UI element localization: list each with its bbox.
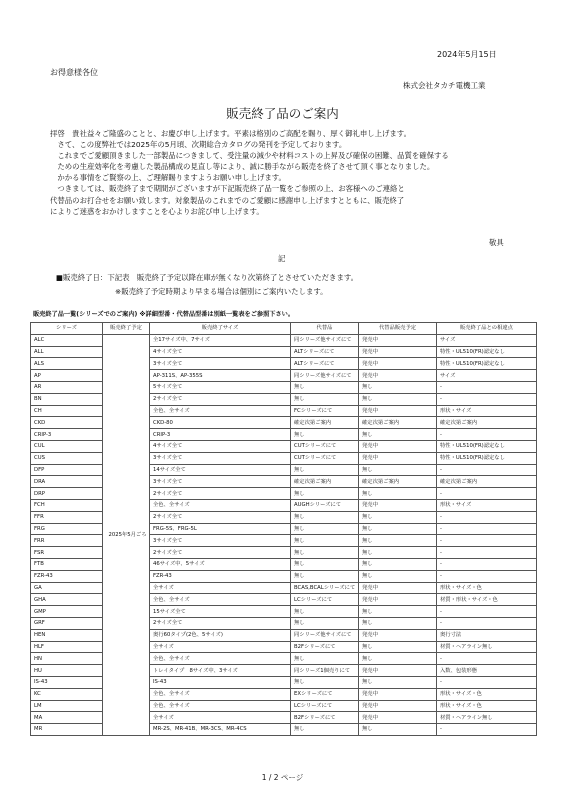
- substitute-schedule-cell: 無し: [359, 570, 437, 582]
- series-cell: CUL: [31, 440, 103, 452]
- substitute-schedule-cell: 発売中: [359, 594, 437, 606]
- differences-cell: 材質・ヘアライン無し: [437, 641, 537, 653]
- substitute-cell: 確定次第ご案内: [291, 417, 359, 429]
- substitute-schedule-cell: 発売中: [359, 346, 437, 358]
- end-sizes-cell: 5サイズ全て: [150, 381, 291, 393]
- differences-cell: -: [437, 724, 537, 736]
- substitute-cell: CUTシリーズにて: [291, 452, 359, 464]
- differences-cell: サイズ: [437, 370, 537, 382]
- header-substitute: 代替品: [291, 323, 359, 335]
- header-substitute-schedule: 代替品販売予定: [359, 323, 437, 335]
- end-sizes-cell: 全サイズ: [150, 582, 291, 594]
- differences-cell: 形状・サイズ・色: [437, 582, 537, 594]
- substitute-schedule-cell: 発売中: [359, 440, 437, 452]
- substitute-schedule-cell: 発売中: [359, 582, 437, 594]
- addressee: お得意様各位: [50, 68, 98, 77]
- differences-cell: 形状・サイズ: [437, 405, 537, 417]
- differences-cell: -: [437, 535, 537, 547]
- end-sizes-cell: CRIP-3: [150, 429, 291, 441]
- substitute-schedule-cell: 無し: [359, 535, 437, 547]
- body-line: つきましては、販売終了まで期間がございますが下記販売終了品一覧をご参照の上、お客様へのご連絡と: [50, 184, 405, 194]
- end-sizes-cell: AP-311S、AP-355S: [150, 370, 291, 382]
- differences-cell: -: [437, 606, 537, 618]
- end-sizes-cell: 3サイズ全て: [150, 452, 291, 464]
- end-sizes-cell: 15サイズ全て: [150, 606, 291, 618]
- series-cell: CUS: [31, 452, 103, 464]
- substitute-schedule-cell: 発売中: [359, 700, 437, 712]
- end-sizes-cell: 46サイズ中、5サイズ: [150, 558, 291, 570]
- substitute-cell: 無し: [291, 464, 359, 476]
- series-cell: CRIP-3: [31, 429, 103, 441]
- substitute-schedule-cell: 無し: [359, 547, 437, 559]
- differences-cell: 奥行寸法: [437, 629, 537, 641]
- letter-date: 2024年5月15日: [437, 50, 497, 59]
- table-header-row: [31, 323, 537, 335]
- substitute-cell: 無し: [291, 570, 359, 582]
- series-cell: IS-43: [31, 676, 103, 688]
- substitute-cell: FCシリーズにて: [291, 405, 359, 417]
- end-sizes-cell: 2サイズ全て: [150, 488, 291, 500]
- series-cell: HU: [31, 665, 103, 677]
- series-cell: CH: [31, 405, 103, 417]
- differences-cell: -: [437, 570, 537, 582]
- substitute-schedule-cell: 無し: [359, 511, 437, 523]
- end-sizes-cell: 全色、全サイズ: [150, 700, 291, 712]
- series-cell: FTB: [31, 558, 103, 570]
- differences-cell: 入数、包装形態: [437, 665, 537, 677]
- body-line: これまでご愛顧頂きました一部製品につきまして、受注量の減少や材料コストの上昇及び確保の困難、品質を確保する: [50, 151, 449, 161]
- end-sizes-cell: 4サイズ全て: [150, 346, 291, 358]
- header-end-sizes: 販売終了サイズ: [150, 323, 291, 335]
- series-cell: GRF: [31, 617, 103, 629]
- end-sizes-cell: トレイタイプ 8サイズ中、3サイズ: [150, 665, 291, 677]
- substitute-schedule-cell: 確定次第ご案内: [359, 417, 437, 429]
- substitute-cell: 無し: [291, 393, 359, 405]
- differences-cell: 形状・サイズ・色: [437, 688, 537, 700]
- end-sizes-cell: 3サイズ全て: [150, 358, 291, 370]
- substitute-cell: 同シリーズ他サイズにて: [291, 334, 359, 346]
- substitute-schedule-cell: 発売中: [359, 452, 437, 464]
- substitute-cell: 無し: [291, 488, 359, 500]
- end-sizes-cell: MR-2S、MR-41B、MR-3CS、MR-4CS: [150, 724, 291, 736]
- substitute-schedule-cell: 無し: [359, 653, 437, 665]
- substitute-schedule-cell: 無し: [359, 429, 437, 441]
- series-cell: LM: [31, 700, 103, 712]
- series-cell: FZR-43: [31, 570, 103, 582]
- substitute-cell: ALTシリーズにて: [291, 358, 359, 370]
- substitute-schedule-cell: 無し: [359, 724, 437, 736]
- substitute-cell: AUGHシリーズにて: [291, 499, 359, 511]
- end-sizes-cell: CKD-80: [150, 417, 291, 429]
- end-sizes-cell: FZR-43: [150, 570, 291, 582]
- substitute-cell: 無し: [291, 617, 359, 629]
- end-sizes-cell: 全17サイズ中、7サイズ: [150, 334, 291, 346]
- end-sizes-cell: 4サイズ全て: [150, 440, 291, 452]
- header-differences: 販売終了品との相違点: [437, 323, 537, 335]
- differences-cell: -: [437, 676, 537, 688]
- closing-phrase: 敬具: [489, 238, 504, 247]
- header-end-schedule: 販売終了予定: [103, 323, 150, 335]
- end-sizes-cell: IS-43: [150, 676, 291, 688]
- differences-cell: 材質・形状・サイズ・色: [437, 594, 537, 606]
- differences-cell: -: [437, 558, 537, 570]
- end-sizes-cell: FRG-5S、FRG-5L: [150, 523, 291, 535]
- letter-body: [50, 128, 449, 217]
- series-cell: CKD: [31, 417, 103, 429]
- series-cell: HEN: [31, 629, 103, 641]
- substitute-cell: 無し: [291, 523, 359, 535]
- end-sizes-cell: 3サイズ全て: [150, 535, 291, 547]
- body-line: さて、この度弊社では2025年の5月頃、次期総合カタログの発刊を予定しております。: [50, 140, 347, 150]
- substitute-schedule-cell: 確定次第ご案内: [359, 476, 437, 488]
- body-line: 拝啓 貴社益々ご隆盛のことと、お慶び申し上げます。平素は格別のご高配を賜り、厚く御礼申し上げます。: [50, 129, 411, 138]
- table-body: [31, 334, 537, 735]
- series-cell: MA: [31, 712, 103, 724]
- series-cell: AR: [31, 381, 103, 393]
- series-cell: GHA: [31, 594, 103, 606]
- series-cell: GA: [31, 582, 103, 594]
- substitute-cell: 無し: [291, 606, 359, 618]
- page-indicator: 1 / 2 ページ: [261, 773, 304, 782]
- substitute-cell: EXシリーズにて: [291, 688, 359, 700]
- series-cell: AP: [31, 370, 103, 382]
- end-sizes-cell: 2サイズ全て: [150, 617, 291, 629]
- series-cell: FFR: [31, 511, 103, 523]
- series-cell: ALS: [31, 358, 103, 370]
- differences-cell: -: [437, 488, 537, 500]
- series-cell: FCH: [31, 499, 103, 511]
- series-cell: DRA: [31, 476, 103, 488]
- substitute-cell: 無し: [291, 535, 359, 547]
- differences-cell: 形状・サイズ: [437, 499, 537, 511]
- substitute-cell: B2Fシリーズにて: [291, 712, 359, 724]
- substitute-schedule-cell: 発売中: [359, 358, 437, 370]
- header-series: シリーズ: [31, 323, 103, 335]
- substitute-schedule-cell: 発売中: [359, 499, 437, 511]
- end-sizes-cell: 奥行60タイプ(2色、5サイズ): [150, 629, 291, 641]
- substitute-schedule-cell: 発売中: [359, 405, 437, 417]
- differences-cell: -: [437, 547, 537, 559]
- table-title: 販売終了品一覧(シリーズでのご案内) ※詳細型番・代替品型番は別紙一覧表をご参照下さい。: [33, 311, 295, 318]
- substitute-cell: CUTシリーズにて: [291, 440, 359, 452]
- end-sizes-cell: 2サイズ全て: [150, 393, 291, 405]
- series-cell: MR: [31, 724, 103, 736]
- series-cell: DFP: [31, 464, 103, 476]
- substitute-cell: LCシリーズにて: [291, 700, 359, 712]
- end-sizes-cell: 全色、全サイズ: [150, 594, 291, 606]
- differences-cell: -: [437, 523, 537, 535]
- substitute-schedule-cell: 発売中: [359, 370, 437, 382]
- early-end-note: ※販売終了予定時期より早まる場合は個別にご案内いたします。: [115, 287, 328, 296]
- differences-cell: 確定次第ご案内: [437, 417, 537, 429]
- substitute-schedule-cell: 無し: [359, 558, 437, 570]
- differences-cell: 特性・UL510(FR)認定なし: [437, 440, 537, 452]
- differences-cell: -: [437, 653, 537, 665]
- series-cell: FRG: [31, 523, 103, 535]
- substitute-schedule-cell: 発売中: [359, 665, 437, 677]
- end-schedule-cell: 2025年5月ごろ: [103, 334, 150, 735]
- differences-cell: -: [437, 464, 537, 476]
- substitute-cell: LCシリーズにて: [291, 594, 359, 606]
- substitute-cell: 無し: [291, 381, 359, 393]
- differences-cell: -: [437, 381, 537, 393]
- body-line: によりご迷惑をおかけしますことを心よりお詫び申し上げます。: [50, 206, 264, 216]
- substitute-schedule-cell: 発売中: [359, 629, 437, 641]
- page-title: 販売終了品のご案内: [226, 106, 339, 121]
- end-sizes-cell: 2サイズ全て: [150, 511, 291, 523]
- substitute-cell: 同シリーズ1個売りにて: [291, 665, 359, 677]
- differences-cell: 特性・UL510(FR)認定なし: [437, 452, 537, 464]
- differences-cell: -: [437, 617, 537, 629]
- differences-cell: -: [437, 429, 537, 441]
- ki-heading: 記: [278, 254, 286, 263]
- series-cell: DRP: [31, 488, 103, 500]
- differences-cell: 特性・UL510(FR)認定なし: [437, 358, 537, 370]
- series-cell: HLF: [31, 641, 103, 653]
- series-cell: FSR: [31, 547, 103, 559]
- end-sizes-cell: 全色、全サイズ: [150, 499, 291, 511]
- company-name: 株式会社タカチ電機工業: [403, 81, 486, 90]
- substitute-cell: 同シリーズ他サイズにて: [291, 629, 359, 641]
- substitute-cell: 無し: [291, 676, 359, 688]
- body-line: 代替品のお打合せをお願い致します。対象製品のこれまでのご愛顧に感謝申し上げますとともに、販売終了: [50, 195, 405, 205]
- substitute-cell: 確定次第ご案内: [291, 476, 359, 488]
- substitute-schedule-cell: 無し: [359, 381, 437, 393]
- differences-cell: 形状・サイズ・色: [437, 700, 537, 712]
- substitute-cell: 同シリーズ他サイズにて: [291, 370, 359, 382]
- substitute-cell: BCAS,BCALシリーズにて: [291, 582, 359, 594]
- end-date-note: ■販売終了日：下記表 販売終了予定以降在庫が無くなり次第終了とさせていただきます。: [56, 273, 359, 282]
- differences-cell: サイズ: [437, 334, 537, 346]
- series-cell: ALC: [31, 334, 103, 346]
- substitute-cell: 無し: [291, 547, 359, 559]
- series-cell: BN: [31, 393, 103, 405]
- substitute-cell: ALTシリーズにて: [291, 346, 359, 358]
- body-line: かかる事情をご賢察の上、ご理解賜りますようお願い申し上げます。: [50, 173, 286, 183]
- series-cell: GMP: [31, 606, 103, 618]
- end-sizes-cell: 全色、全サイズ: [150, 405, 291, 417]
- differences-cell: 特性・UL510(FR)認定なし: [437, 346, 537, 358]
- series-cell: HN: [31, 653, 103, 665]
- series-cell: FRR: [31, 535, 103, 547]
- end-sizes-cell: 全サイズ: [150, 641, 291, 653]
- series-cell: KC: [31, 688, 103, 700]
- differences-cell: -: [437, 393, 537, 405]
- end-sizes-cell: 全色、全サイズ: [150, 653, 291, 665]
- table-row: [31, 334, 537, 346]
- substitute-schedule-cell: 無し: [359, 393, 437, 405]
- substitute-schedule-cell: 無し: [359, 488, 437, 500]
- substitute-schedule-cell: 無し: [359, 617, 437, 629]
- differences-cell: -: [437, 511, 537, 523]
- substitute-schedule-cell: 無し: [359, 606, 437, 618]
- end-sizes-cell: 2サイズ全て: [150, 547, 291, 559]
- substitute-schedule-cell: 無し: [359, 641, 437, 653]
- substitute-cell: 無し: [291, 511, 359, 523]
- series-cell: ALL: [31, 346, 103, 358]
- substitute-schedule-cell: 発売中: [359, 334, 437, 346]
- end-sizes-cell: 全サイズ: [150, 712, 291, 724]
- differences-cell: 材質・ヘアライン無し: [437, 712, 537, 724]
- body-line: ための生産効率化を考慮した製品構成の見直し等により、誠に勝手ながら販売を終了させて頂く事となりました。: [50, 162, 435, 172]
- substitute-cell: B2Fシリーズにて: [291, 641, 359, 653]
- substitute-schedule-cell: 発売中: [359, 688, 437, 700]
- substitute-cell: 無し: [291, 653, 359, 665]
- discontinued-products-table: [30, 322, 537, 736]
- substitute-schedule-cell: 発売中: [359, 712, 437, 724]
- substitute-schedule-cell: 無し: [359, 464, 437, 476]
- end-sizes-cell: 14サイズ全て: [150, 464, 291, 476]
- differences-cell: 確定次第ご案内: [437, 476, 537, 488]
- substitute-cell: 無し: [291, 558, 359, 570]
- substitute-cell: 無し: [291, 724, 359, 736]
- substitute-schedule-cell: 無し: [359, 523, 437, 535]
- substitute-cell: 無し: [291, 429, 359, 441]
- substitute-schedule-cell: 無し: [359, 676, 437, 688]
- end-sizes-cell: 3サイズ全て: [150, 476, 291, 488]
- end-sizes-cell: 全色、全サイズ: [150, 688, 291, 700]
